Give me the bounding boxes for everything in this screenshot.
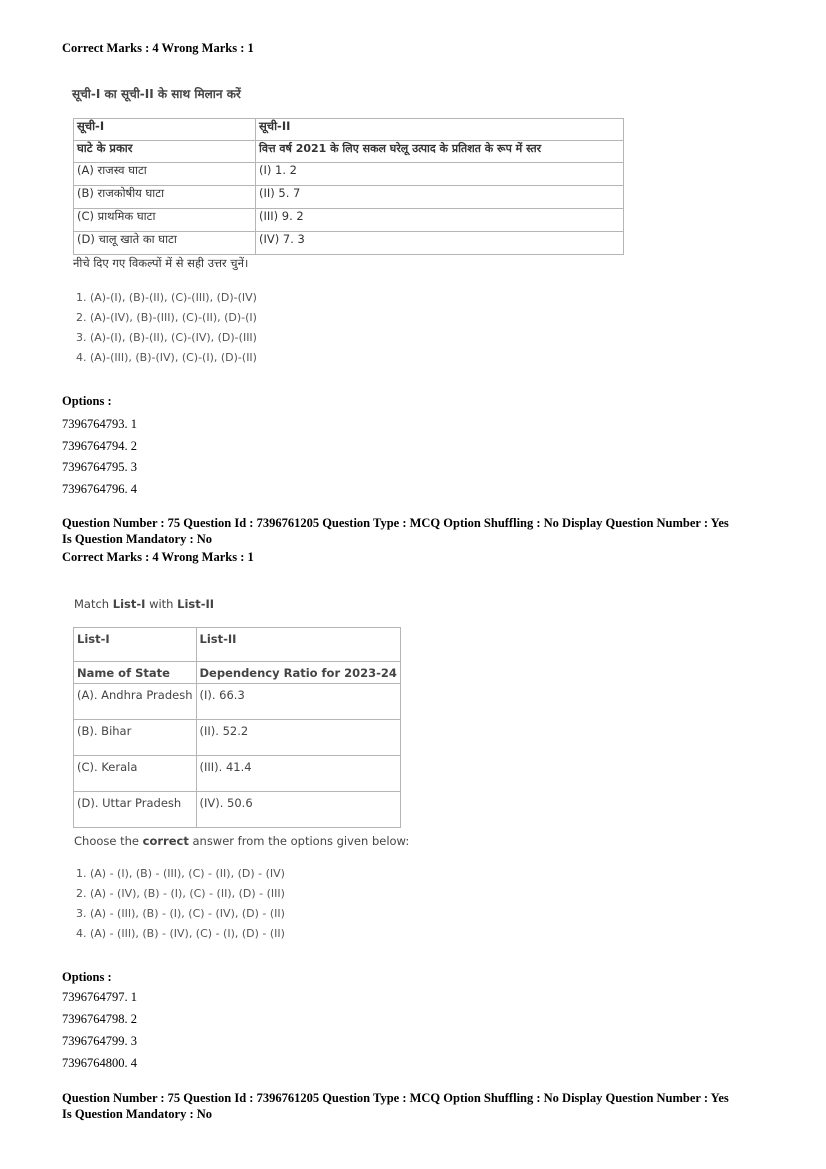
table-subheader-cell: घाटे के प्रकार (74, 141, 256, 163)
question-mandatory: Is Question Mandatory : No (62, 1107, 213, 1121)
table-cell: (D). Uttar Pradesh (74, 792, 197, 828)
option-item: 7396764797. 1 (62, 990, 137, 1004)
question-instruction (74, 597, 214, 611)
table-subheader-cell: वित्त वर्ष 2021 के लिए सकल घरेलू उत्पाद के प्रतिशत के रूप में स्तर (256, 141, 624, 163)
instruction-bold: correct (142, 834, 189, 848)
table-cell: (IV). 50.6 (196, 792, 400, 828)
question-instruction: सूची-I का सूची-II के साथ मिलान करें (72, 87, 241, 101)
options-label: Options : (62, 394, 112, 408)
answer-list (76, 288, 257, 368)
choose-instruction: नीचे दिए गए विकल्पों में से सही उत्तर चुनें। (73, 256, 249, 270)
list-item: 1. (A) - (I), (B) - (III), (C) - (II), (D) - (IV) (76, 867, 285, 880)
match-table (73, 118, 624, 255)
option-item: 7396764794. 2 (62, 438, 137, 453)
table-cell: (D) चालू खाते का घाटा (74, 232, 256, 255)
option-item: 7396764796. 4 (62, 481, 137, 496)
options-list (62, 414, 137, 500)
question-mandatory: Is Question Mandatory : No (62, 532, 213, 546)
table-header-cell: List-I (74, 628, 197, 662)
list-item: 4. (A) - (III), (B) - (IV), (C) - (I), (D) - (II) (76, 927, 285, 940)
table-cell: (B) राजकोषीय घाटा (74, 186, 256, 209)
table-header-cell: सूची-II (256, 119, 624, 141)
option-item: 7396764799. 3 (62, 1034, 137, 1048)
option-item: 7396764800. 4 (62, 1056, 137, 1070)
options-label: Options : (62, 970, 112, 984)
list-item: 2. (A) - (IV), (B) - (I), (C) - (II), (D) - (III) (76, 887, 285, 900)
table-cell: (III). 41.4 (196, 756, 400, 792)
option-item: 7396764795. 3 (62, 460, 137, 474)
instruction-text: answer from the options given below: (188, 834, 410, 848)
table-cell: (A) राजस्व घाटा (74, 163, 256, 186)
answer-list (76, 864, 285, 944)
choose-instruction (74, 834, 409, 848)
question-header: Question Number : 75 Question Id : 7396761205 Question Type : MCQ Option Shuffling : No Display Question Number : Yes (62, 516, 729, 530)
option-item: 7396764793. 1 (62, 417, 137, 431)
list-item: 3. (A) - (III), (B) - (I), (C) - (IV), (D) - (II) (76, 907, 285, 920)
list-item: 3. (A)-(I), (B)-(II), (C)-(IV), (D)-(III) (76, 331, 257, 344)
table-cell: (I). 66.3 (196, 684, 400, 720)
instruction-bold: List-II (177, 597, 215, 611)
instruction-text: Match (74, 597, 113, 611)
table-subheader-cell: Dependency Ratio for 2023-24 (196, 662, 400, 684)
marks-line: Correct Marks : 4 Wrong Marks : 1 (62, 41, 254, 55)
instruction-bold: List-I (112, 597, 146, 611)
option-item: 7396764798. 2 (62, 1012, 137, 1026)
table-cell: (II) 5. 7 (256, 186, 624, 209)
table-cell: (A). Andhra Pradesh (74, 684, 197, 720)
list-item: 2. (A)-(IV), (B)-(III), (C)-(II), (D)-(I) (76, 311, 257, 324)
table-header-cell: List-II (196, 628, 400, 662)
marks-line: Correct Marks : 4 Wrong Marks : 1 (62, 550, 254, 564)
table-cell: (II). 52.2 (196, 720, 400, 756)
table-cell: (I) 1. 2 (256, 163, 624, 186)
list-item: 1. (A)-(I), (B)-(II), (C)-(III), (D)-(IV) (76, 291, 257, 304)
table-subheader-cell: Name of State (74, 662, 197, 684)
match-table (73, 627, 401, 828)
table-header-cell: सूची-I (74, 119, 256, 141)
table-cell: (C). Kerala (74, 756, 197, 792)
table-cell: (III) 9. 2 (256, 209, 624, 232)
instruction-text: Choose the (74, 834, 143, 848)
list-item: 4. (A)-(III), (B)-(IV), (C)-(I), (D)-(II) (76, 351, 257, 364)
question-header: Question Number : 75 Question Id : 7396761205 Question Type : MCQ Option Shuffling : No Display Question Number : Yes (62, 1091, 729, 1105)
question-image (72, 85, 241, 103)
options-list (62, 986, 137, 1074)
instruction-text: with (145, 597, 178, 611)
table-cell: (IV) 7. 3 (256, 232, 624, 255)
table-cell: (B). Bihar (74, 720, 197, 756)
table-cell: (C) प्राथमिक घाटा (74, 209, 256, 232)
